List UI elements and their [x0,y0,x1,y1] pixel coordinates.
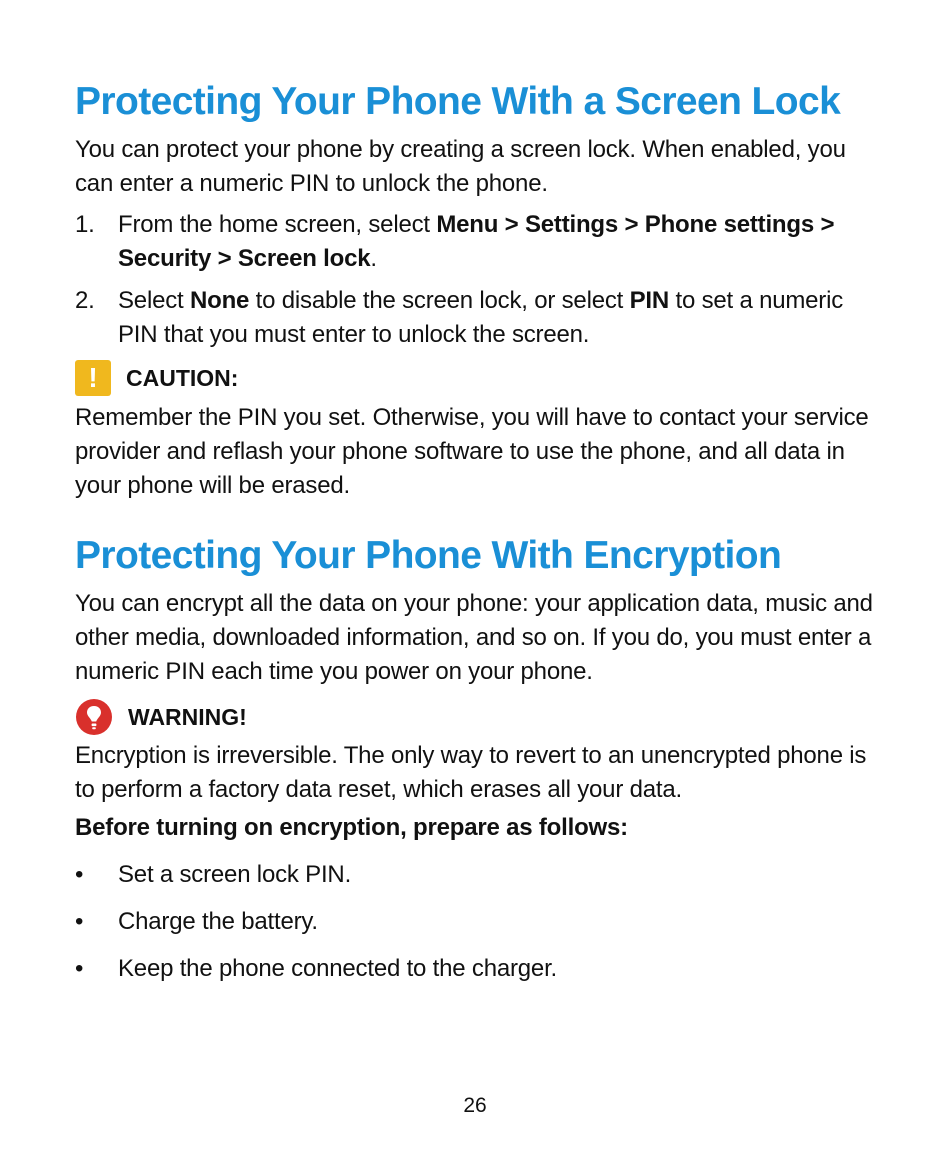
warning-icon [75,698,113,736]
caution-text: Remember the PIN you set. Otherwise, you will have to contact your service provider and reflash your phone software to use the phone, and all data in your phone will be erased. [75,404,869,499]
page-number: 26 [463,1094,487,1117]
step-text-end: . [370,245,377,272]
warning-notice [75,698,875,736]
caution-label: CAUTION: [126,364,239,391]
prepare-heading: Before turning on encryption, prepare as follows: [75,814,628,841]
list-item [75,858,875,905]
list-item [75,952,875,999]
encryption-intro: You can encrypt all the data on your phone: your application data, music and other media, downloaded information, and so on. If you do, you must enter a numeric PIN each time you power on your phone. [75,590,873,685]
step-text: From the home screen, select [118,211,437,238]
screen-lock-heading: Protecting Your Phone With a Screen Lock [75,80,841,123]
menu-path: Menu > Settings > Phone settings > Security > Screen lock [118,211,835,272]
screen-lock-intro: You can protect your phone by creating a screen lock. When enabled, you can enter a numeric PIN to unlock the phone. [75,136,846,197]
step-item [75,284,875,352]
bullet-dot: • [75,955,84,982]
step-text-mid: to disable the screen lock, or select [249,287,630,314]
screen-lock-steps [75,208,875,352]
list-item-text: Keep the phone connected to the charger. [118,955,558,982]
warning-label: WARNING! [128,703,247,730]
manual-page [75,78,875,999]
bullet-dot: • [75,908,84,935]
list-item-text: Set a screen lock PIN. [118,861,352,888]
prepare-list [75,858,875,999]
bullet-dot: • [75,861,84,888]
step-text: Select [118,287,190,314]
warning-text: Encryption is irreversible. The only way to revert to an unencrypted phone is to perform a factory data reset, which erases all your data. [75,742,867,803]
step-number: 2. [75,287,95,314]
option-none: None [189,287,250,314]
list-item [75,905,875,952]
step-number: 1. [75,211,95,238]
step-item [75,208,875,276]
option-pin: PIN [629,287,670,314]
encryption-heading: Protecting Your Phone With Encryption [75,534,782,577]
list-item-text: Charge the battery. [118,908,318,935]
step-text-end: to set a numeric PIN that you must enter to unlock the screen. [118,287,844,348]
caution-notice [75,359,875,397]
caution-icon: ! [75,360,111,396]
